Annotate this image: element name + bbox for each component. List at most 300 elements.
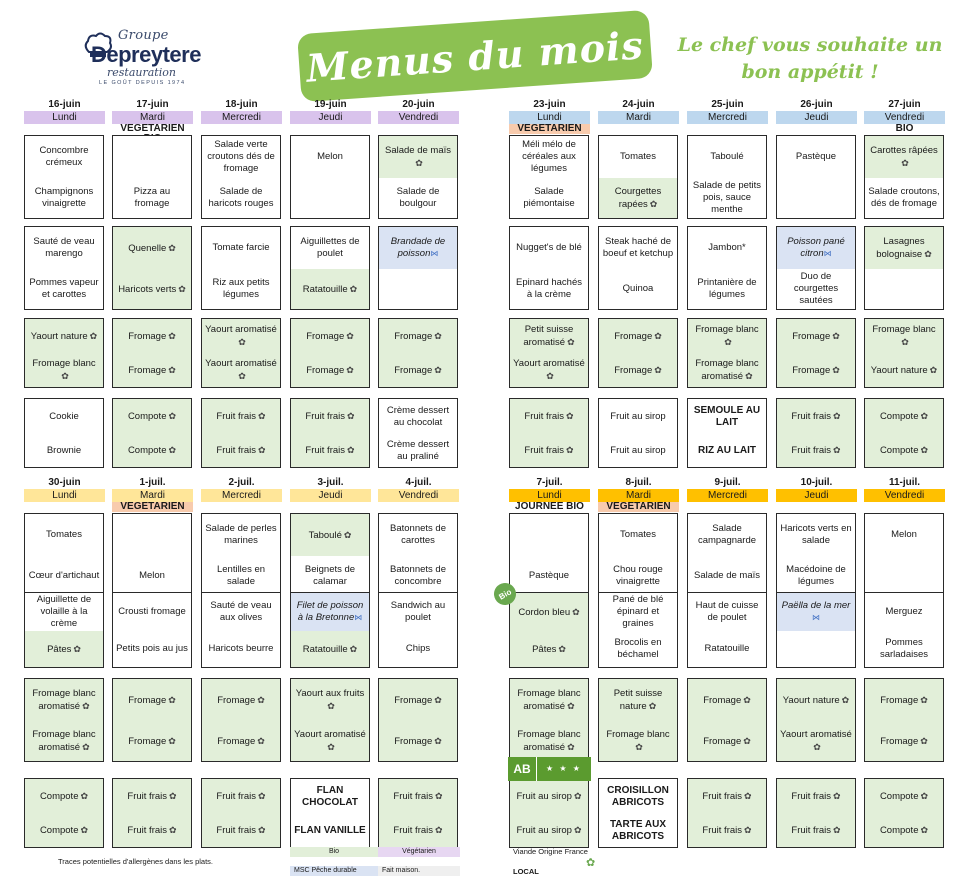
- menu-item-text: Salade de haricots rouges: [208, 186, 274, 209]
- menu-item-text: Fromage: [614, 331, 653, 342]
- day-weekday: Vendredi: [864, 111, 945, 124]
- menu-cell: [509, 592, 589, 668]
- menu-item: [202, 814, 280, 847]
- menu-item: [599, 631, 677, 667]
- menu-cell: [378, 592, 458, 668]
- menu-cell: [201, 318, 281, 388]
- menu-item: [379, 779, 457, 814]
- menu-item-text: Fruit frais: [216, 791, 257, 802]
- menu-item-text: Fromage: [792, 365, 831, 376]
- menu-item-text: Fromage: [703, 735, 742, 747]
- menu-item: [688, 136, 766, 178]
- day-date: 10-juil.: [800, 477, 833, 488]
- bio-flower-icon: ✿: [178, 283, 186, 294]
- menu-item: [113, 178, 191, 218]
- menu-item-text: Filet de poisson à la Bretonne: [296, 600, 364, 623]
- menu-item-text: Sauté de veau aux olives: [210, 600, 272, 623]
- day-note: [378, 124, 459, 134]
- menu-item: [865, 593, 943, 631]
- menu-item-text: Salade campagnarde: [697, 523, 757, 546]
- menu-item: [202, 679, 280, 721]
- menu-item: [599, 178, 677, 218]
- bio-flower-icon: ✿: [349, 283, 358, 294]
- menu-item: [777, 227, 855, 269]
- menu-item-text: Fruit frais: [393, 825, 434, 836]
- menu-cell: [864, 592, 944, 668]
- bio-flower-icon: ✿: [841, 694, 850, 705]
- bio-flower-icon: ✿: [833, 411, 841, 421]
- bio-flower-icon: ✿: [654, 365, 662, 375]
- day-note: [864, 502, 945, 512]
- bio-flower-icon: ✿: [567, 700, 575, 711]
- menu-item-text: Compote: [39, 825, 79, 836]
- menu-cell: [776, 678, 856, 762]
- bio-flower-icon: ✿: [258, 825, 266, 835]
- day-date: 7-juil.: [536, 477, 563, 488]
- menu-item: [510, 178, 588, 218]
- day-note: [687, 502, 768, 512]
- menu-cell: [776, 318, 856, 388]
- menu-item-text: Fromage: [792, 331, 831, 342]
- day-header: [776, 99, 857, 134]
- menu-item: [291, 399, 369, 434]
- menu-cell: [24, 513, 104, 597]
- menu-item-text: Fromage: [217, 694, 256, 706]
- menu-cell: [24, 318, 104, 388]
- menu-item: [25, 136, 103, 178]
- menu-item-text: Epinard hachés à la crème: [515, 277, 583, 300]
- menu-cell: [112, 398, 192, 468]
- menu-item-text: Beignets de calamar: [304, 564, 356, 587]
- menu-item: [291, 178, 369, 218]
- menu-cell: [687, 398, 767, 468]
- menu-item-text: Fruit frais: [127, 825, 168, 836]
- day-date: 2-juil.: [228, 477, 255, 488]
- menu-item: [688, 434, 766, 467]
- menu-item-text: Fromage: [394, 331, 433, 342]
- menu-item-text: Pâtes: [47, 643, 72, 655]
- menu-cell: [201, 226, 281, 310]
- menu-cell: [687, 778, 767, 848]
- bio-badge: Bio: [490, 579, 520, 609]
- menu-item: [379, 269, 457, 309]
- menu-item-text: Compote: [127, 445, 167, 456]
- menu-item-text: Cœur d'artichaut: [28, 570, 100, 581]
- menu-item-text: Fromage blanc: [695, 324, 759, 335]
- menu-cell: [776, 778, 856, 848]
- menu-item-text: Salade de maïs: [693, 570, 760, 581]
- menu-item-text: Fromage: [394, 735, 433, 747]
- menu-cell: [201, 513, 281, 597]
- menu-item-text: Jambon*: [708, 242, 746, 253]
- menu-item-text: Fruit frais: [791, 791, 832, 802]
- menu-item-text: Compote: [39, 791, 79, 802]
- bio-flower-icon: ✿: [929, 365, 938, 375]
- menu-item-text: Cordon bleu: [518, 606, 571, 618]
- menu-item-text: Fruit frais: [216, 445, 257, 456]
- menu-item-text: Fruit au sirop: [516, 791, 572, 802]
- bio-flower-icon: ✿: [920, 791, 929, 801]
- bio-flower-icon: ✿: [168, 694, 176, 705]
- legend-vegetarien: Végétarien: [378, 847, 460, 857]
- logo-brand: Depreytere: [91, 42, 201, 67]
- menu-item: [113, 556, 191, 596]
- menu-item: [599, 556, 677, 596]
- menu-item-text: Taboulé: [710, 151, 744, 162]
- day-header: [864, 99, 945, 134]
- legend-bio: Bio: [290, 847, 378, 857]
- menu-item-text: Fromage: [394, 694, 433, 706]
- menu-item: [25, 814, 103, 847]
- bio-flower-icon: ✿: [80, 791, 89, 801]
- menu-item: [113, 514, 191, 556]
- menu-item: [865, 556, 943, 596]
- menu-item: [25, 319, 103, 354]
- menu-item: [25, 556, 103, 596]
- menu-cell: [112, 778, 192, 848]
- menu-cell: [24, 778, 104, 848]
- menu-item: [291, 434, 369, 467]
- menu-item: [599, 779, 677, 814]
- menu-item: [510, 556, 588, 596]
- menu-cell: [598, 318, 678, 388]
- bio-flower-icon: ✿: [346, 331, 354, 341]
- day-date: 9-juil.: [714, 477, 741, 488]
- menu-item-text: Yaourt aromatisé: [205, 358, 277, 369]
- chef-wish: [660, 32, 960, 86]
- menu-cell: [112, 513, 192, 597]
- menu-item: [113, 136, 191, 178]
- menu-cell: [776, 226, 856, 310]
- day-note: [776, 124, 857, 134]
- menu-item: [688, 178, 766, 218]
- fish-icon: ⋈: [354, 613, 363, 622]
- menu-item-text: Carottes râpées: [870, 144, 938, 156]
- menu-item: [202, 779, 280, 814]
- menu-item-text: Fromage blanc: [872, 324, 936, 335]
- menu-item-text: Yaourt aromatisé: [780, 728, 852, 740]
- menu-item: [777, 631, 855, 667]
- menu-item-text: RIZ AU LAIT: [698, 444, 756, 456]
- menu-item-text: CROISILLON ABRICOTS: [607, 784, 669, 808]
- menu-item-text: Pâtes: [532, 643, 557, 655]
- menu-item: [113, 779, 191, 814]
- menu-item: [865, 354, 943, 387]
- menu-item-text: Salade croutons, dés de fromage: [868, 186, 940, 209]
- menu-cell: [509, 226, 589, 310]
- menu-item: [379, 178, 457, 218]
- bio-flower-icon: ✿: [743, 694, 751, 705]
- menu-item: [379, 319, 457, 354]
- menu-item: [113, 679, 191, 721]
- bio-flower-icon: ✿: [920, 825, 929, 835]
- bio-flower-icon: ✿: [546, 371, 554, 381]
- menu-cell: [776, 592, 856, 668]
- day-date: 11-juil.: [888, 477, 921, 488]
- day-weekday: Lundi: [509, 489, 590, 502]
- bio-flower-icon: ✿: [744, 825, 752, 835]
- menu-item-text: Fromage: [128, 694, 167, 706]
- day-note: [24, 124, 105, 134]
- bio-flower-icon: ✿: [924, 248, 932, 259]
- menu-item-text: Compote: [879, 791, 919, 802]
- menu-item-text: Fromage: [880, 694, 919, 706]
- day-date: 30-juin: [48, 477, 81, 488]
- menu-item: [688, 814, 766, 847]
- menu-item: [688, 399, 766, 434]
- menu-item: [202, 227, 280, 269]
- menu-item-text: Compote: [127, 411, 167, 422]
- menu-item: [291, 721, 369, 761]
- menu-cell: [509, 678, 589, 762]
- menu-item: [777, 434, 855, 467]
- bio-flower-icon: ✿: [901, 157, 909, 168]
- day-weekday: Vendredi: [864, 489, 945, 502]
- bio-flower-icon: ✿: [415, 157, 423, 168]
- menu-item: [777, 178, 855, 218]
- day-header: [24, 477, 105, 512]
- menu-item-text: Petits pois au jus: [116, 643, 188, 654]
- day-weekday: Mercredi: [201, 111, 282, 124]
- menu-item-text: Fromage: [614, 365, 653, 376]
- menu-item-text: Fruit au sirop: [610, 410, 666, 422]
- menu-item-text: Pastèque: [795, 151, 837, 162]
- menu-item: [865, 178, 943, 218]
- day-note: [687, 124, 768, 134]
- bio-flower-icon: ✿: [238, 337, 246, 347]
- menu-item: [510, 814, 588, 847]
- bio-flower-icon: ✿: [832, 365, 840, 375]
- menu-item: [291, 227, 369, 269]
- menu-item: [113, 227, 191, 269]
- bio-flower-icon: ✿: [89, 331, 98, 341]
- menu-item: [688, 227, 766, 269]
- menu-item: [25, 779, 103, 814]
- menu-item-text: Tomates: [620, 529, 656, 540]
- menu-item: [510, 779, 588, 814]
- menu-item: [599, 227, 677, 269]
- menu-item: [113, 593, 191, 631]
- menu-cell: [598, 226, 678, 310]
- menu-item-text: Fromage blanc aromatisé: [517, 687, 581, 712]
- menu-cell: [201, 678, 281, 762]
- day-date: 17-juin: [136, 99, 169, 110]
- menu-item-text: Brownie: [46, 444, 82, 456]
- menu-item: [379, 434, 457, 467]
- bio-flower-icon: ✿: [635, 741, 643, 752]
- day-date: 23-juin: [533, 99, 566, 110]
- bio-flower-icon: ✿: [327, 741, 335, 752]
- menu-item: [379, 227, 457, 269]
- menu-item: [688, 354, 766, 387]
- legend-local: LOCAL: [513, 867, 539, 876]
- menu-item: [510, 434, 588, 467]
- menu-cell: [112, 678, 192, 762]
- day-header: [598, 477, 679, 512]
- menu-item: [291, 514, 369, 556]
- bio-flower-icon: ✿: [434, 694, 442, 705]
- day-weekday: Jeudi: [290, 111, 371, 124]
- bio-flower-icon: ✿: [61, 371, 69, 381]
- menu-cell: [598, 398, 678, 468]
- day-weekday: Mercredi: [687, 111, 768, 124]
- menu-item: [379, 721, 457, 761]
- menu-item-text: Cookie: [49, 410, 79, 422]
- bio-flower-icon: ✿: [257, 694, 265, 705]
- menu-item-text: Brandade de poisson: [390, 236, 446, 259]
- menu-item-text: SEMOULE AU LAIT: [693, 404, 761, 428]
- bio-flower-icon: ✿: [833, 825, 841, 835]
- day-note: [201, 124, 282, 134]
- menu-item-text: Pizza au fromage: [133, 186, 171, 209]
- menu-item: [777, 269, 855, 309]
- menu-item-text: Quenelle: [128, 242, 167, 254]
- day-note: [290, 502, 371, 512]
- menu-cell: [598, 513, 678, 597]
- menu-item: [113, 814, 191, 847]
- bio-flower-icon: ✿: [168, 365, 176, 375]
- menu-item-text: Lentilles en salade: [216, 564, 266, 587]
- menu-cell: [24, 135, 104, 219]
- menu-item: [510, 319, 588, 354]
- menu-item-text: Brocolis en béchamel: [614, 637, 662, 660]
- day-date: 27-juin: [888, 99, 921, 110]
- menu-item: [865, 399, 943, 434]
- day-header: [378, 99, 459, 134]
- menu-item: [777, 354, 855, 387]
- menu-item-text: Fruit frais: [791, 445, 832, 456]
- bio-flower-icon: ✿: [567, 337, 575, 347]
- menu-cell: [864, 226, 944, 310]
- bio-flower-icon: ✿: [168, 242, 176, 253]
- menu-item-text: Salade de petits pois, sauce menthe: [692, 180, 762, 215]
- menu-item-text: Fruit au sirop: [516, 825, 572, 836]
- menu-item: [202, 178, 280, 218]
- bio-flower-icon: ✿: [744, 791, 752, 801]
- menu-item-text: Fromage: [128, 331, 167, 342]
- day-weekday: Jeudi: [290, 489, 371, 502]
- menu-item: [379, 354, 457, 387]
- day-header: [290, 477, 371, 512]
- menu-item-text: Poisson pané citron: [787, 236, 845, 259]
- menu-cell: [201, 778, 281, 848]
- menu-item-text: Fromage: [128, 735, 167, 747]
- menu-item-text: Sauté de veau marengo: [33, 236, 95, 259]
- menu-cell: [290, 778, 370, 848]
- menu-item: [25, 631, 103, 667]
- menu-item-text: Pommes vapeur et carottes: [29, 277, 99, 300]
- menu-item-text: Ratatouille: [704, 643, 750, 654]
- day-weekday: Jeudi: [776, 111, 857, 124]
- menu-cell: [509, 513, 589, 597]
- menu-item-text: Fromage: [306, 331, 345, 342]
- day-weekday: Mercredi: [201, 489, 282, 502]
- menu-item-text: Fromage: [880, 735, 919, 747]
- menu-item: [291, 269, 369, 309]
- day-date: 4-juil.: [405, 477, 432, 488]
- bio-flower-icon: ✿: [347, 445, 355, 455]
- menu-item: [599, 354, 677, 387]
- menu-cell: [776, 398, 856, 468]
- menu-cell: [290, 398, 370, 468]
- menu-item-text: Fromage: [306, 365, 345, 376]
- menu-cell: [776, 135, 856, 219]
- menu-item-text: Taboulé: [308, 529, 342, 541]
- menu-cell: [598, 592, 678, 668]
- ab-logo: AB: [508, 757, 537, 781]
- menu-cell: [864, 135, 944, 219]
- day-weekday: Mardi: [112, 489, 193, 502]
- day-date: 26-juin: [800, 99, 833, 110]
- menu-item: [777, 721, 855, 761]
- menu-item: [379, 556, 457, 596]
- menu-item-text: Fruit frais: [127, 791, 168, 802]
- menu-item: [379, 399, 457, 434]
- menu-cell: [864, 398, 944, 468]
- menu-item-text: Quinoa: [622, 283, 654, 294]
- menu-item-text: Duo de courgettes sautées: [793, 271, 839, 306]
- menu-item: [25, 354, 103, 387]
- bio-flower-icon: ✿: [435, 825, 443, 835]
- bio-flower-icon: ✿: [573, 825, 582, 835]
- chef-wish-line2: bon appétit !: [741, 61, 879, 83]
- menu-item: [202, 319, 280, 354]
- bio-flower-icon: ✿: [920, 694, 928, 705]
- bio-flower-icon: ✿: [743, 735, 751, 746]
- menu-cell: [378, 398, 458, 468]
- menu-item-text: Yaourt nature: [30, 331, 88, 342]
- menu-cell: [378, 513, 458, 597]
- menu-item-text: Fruit frais: [791, 411, 832, 422]
- menu-item-text: Sandwich au poulet: [390, 600, 446, 623]
- menu-item-text: Fruit frais: [524, 411, 565, 422]
- bio-flower-icon: ✿: [168, 735, 176, 746]
- menu-cell: [687, 226, 767, 310]
- menu-item-text: Compote: [879, 825, 919, 836]
- bio-flower-icon: ✿: [572, 606, 580, 617]
- day-header: [687, 99, 768, 134]
- menu-item-text: Fruit au sirop: [610, 444, 666, 456]
- bio-flower-icon: ✿: [258, 445, 266, 455]
- menu-item: [291, 319, 369, 354]
- menu-item-text: Fruit frais: [305, 445, 346, 456]
- menu-cell: [290, 318, 370, 388]
- bio-flower-icon: ✿: [649, 198, 658, 209]
- menu-item: [202, 631, 280, 667]
- day-weekday: Mardi: [598, 489, 679, 502]
- menu-item: [777, 779, 855, 814]
- menu-item: [510, 136, 588, 178]
- bio-flower-icon: ✿: [347, 411, 355, 421]
- bio-flower-icon: ✿: [169, 791, 177, 801]
- menu-item: [202, 721, 280, 761]
- menu-item-text: Chou rouge vinaigrette: [613, 564, 663, 587]
- menu-item-text: Fruit frais: [791, 825, 832, 836]
- menu-item: [777, 679, 855, 721]
- menu-cell: [378, 678, 458, 762]
- menu-item: [510, 631, 588, 667]
- day-weekday: Lundi: [24, 489, 105, 502]
- menu-item-text: Concombre crémeux: [39, 145, 89, 168]
- menu-item: [599, 269, 677, 309]
- menu-item: [25, 593, 103, 631]
- menu-cell: [598, 778, 678, 848]
- bio-flower-icon: ✿: [654, 331, 662, 341]
- menu-cell: [378, 778, 458, 848]
- menu-item-text: Paëlla de la mer: [781, 600, 851, 611]
- menu-item-text: FLAN VANILLE: [294, 824, 366, 836]
- day-weekday: Vendredi: [378, 111, 459, 124]
